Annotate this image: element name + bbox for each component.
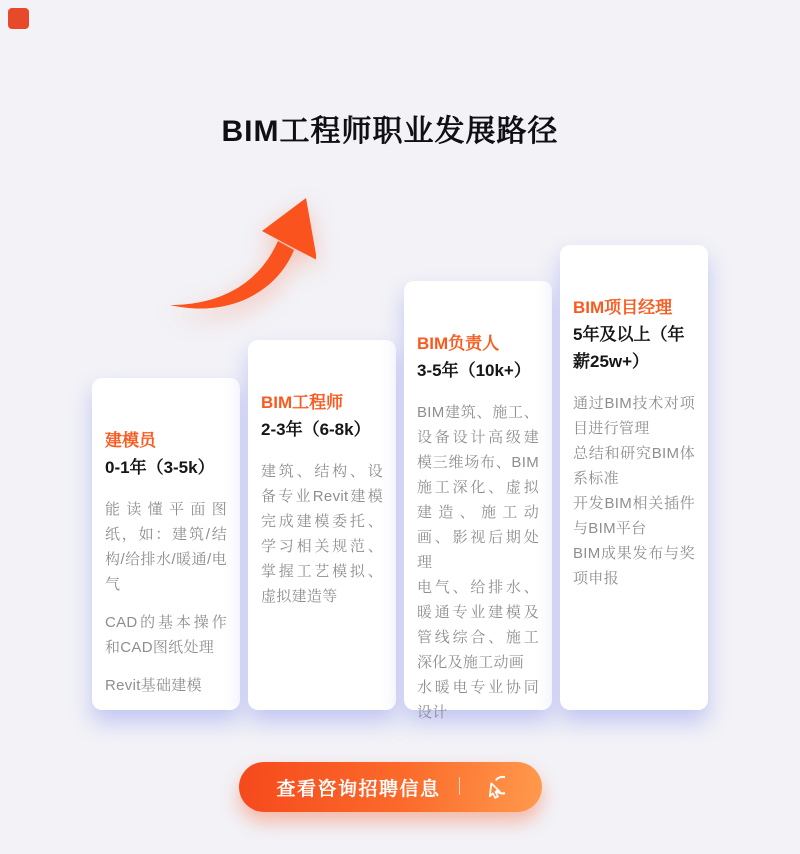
cta-separator: ｜ [450, 777, 469, 797]
skill-item: 建筑、结构、设备专业Revit建模完成建模委托、学习相关规范、掌握工艺模拟、虚拟建造等 [261, 463, 383, 605]
card-experience: 2-3年（6-8k） [261, 420, 371, 439]
view-jobs-button[interactable] [239, 762, 542, 812]
career-card-modeler [92, 378, 240, 710]
growth-arrow-icon [166, 194, 316, 320]
card-experience: 0-1年（3-5k） [105, 458, 215, 477]
skill-item: BIM建筑、施工、设备设计高级建模三维场布、BIM施工深化、虚拟建造、施工动画、影视后期处理 [417, 404, 539, 571]
career-card-bim-leader [404, 281, 552, 721]
card-skill-list [417, 400, 539, 725]
skill-item: 通过BIM技术对项目进行管理 [573, 395, 695, 437]
card-skill-list [105, 497, 227, 698]
skill-item: 水暖电专业协同设计 [417, 679, 539, 721]
skill-item: Revit基础建模 [105, 677, 202, 694]
card-skill-list [261, 459, 383, 609]
page-title: BIM工程师职业发展路径 [221, 115, 559, 148]
cursor-click-icon [479, 774, 505, 800]
skill-item: 电气、给排水、暖通专业建模及管线综合、施工深化及施工动画 [417, 579, 539, 671]
card-role-title: BIM负责人 [417, 334, 500, 353]
career-card-bim-project-manager [560, 245, 708, 710]
skill-item: 总结和研究BIM体系标准 [573, 445, 695, 487]
cta-label: 查看咨询招聘信息 [276, 778, 441, 800]
skill-item: CAD的基本操作和CAD图纸处理 [105, 614, 227, 656]
card-experience: 3-5年（10k+） [417, 361, 531, 380]
card-experience: 5年及以上（年薪25w+） [573, 325, 685, 371]
card-role-title: BIM工程师 [261, 393, 344, 412]
skill-item: BIM成果发布与奖项申报 [573, 545, 695, 587]
skill-item: 能读懂平面图纸，如：建筑/结构/给排水/暖通/电气 [105, 501, 227, 593]
card-skill-list [573, 391, 695, 591]
brand-mark [8, 8, 29, 29]
skill-item: 开发BIM相关插件与BIM平台 [573, 495, 695, 537]
card-role-title: 建模员 [105, 431, 156, 450]
card-role-title: BIM项目经理 [573, 298, 673, 317]
career-card-bim-engineer [248, 340, 396, 710]
